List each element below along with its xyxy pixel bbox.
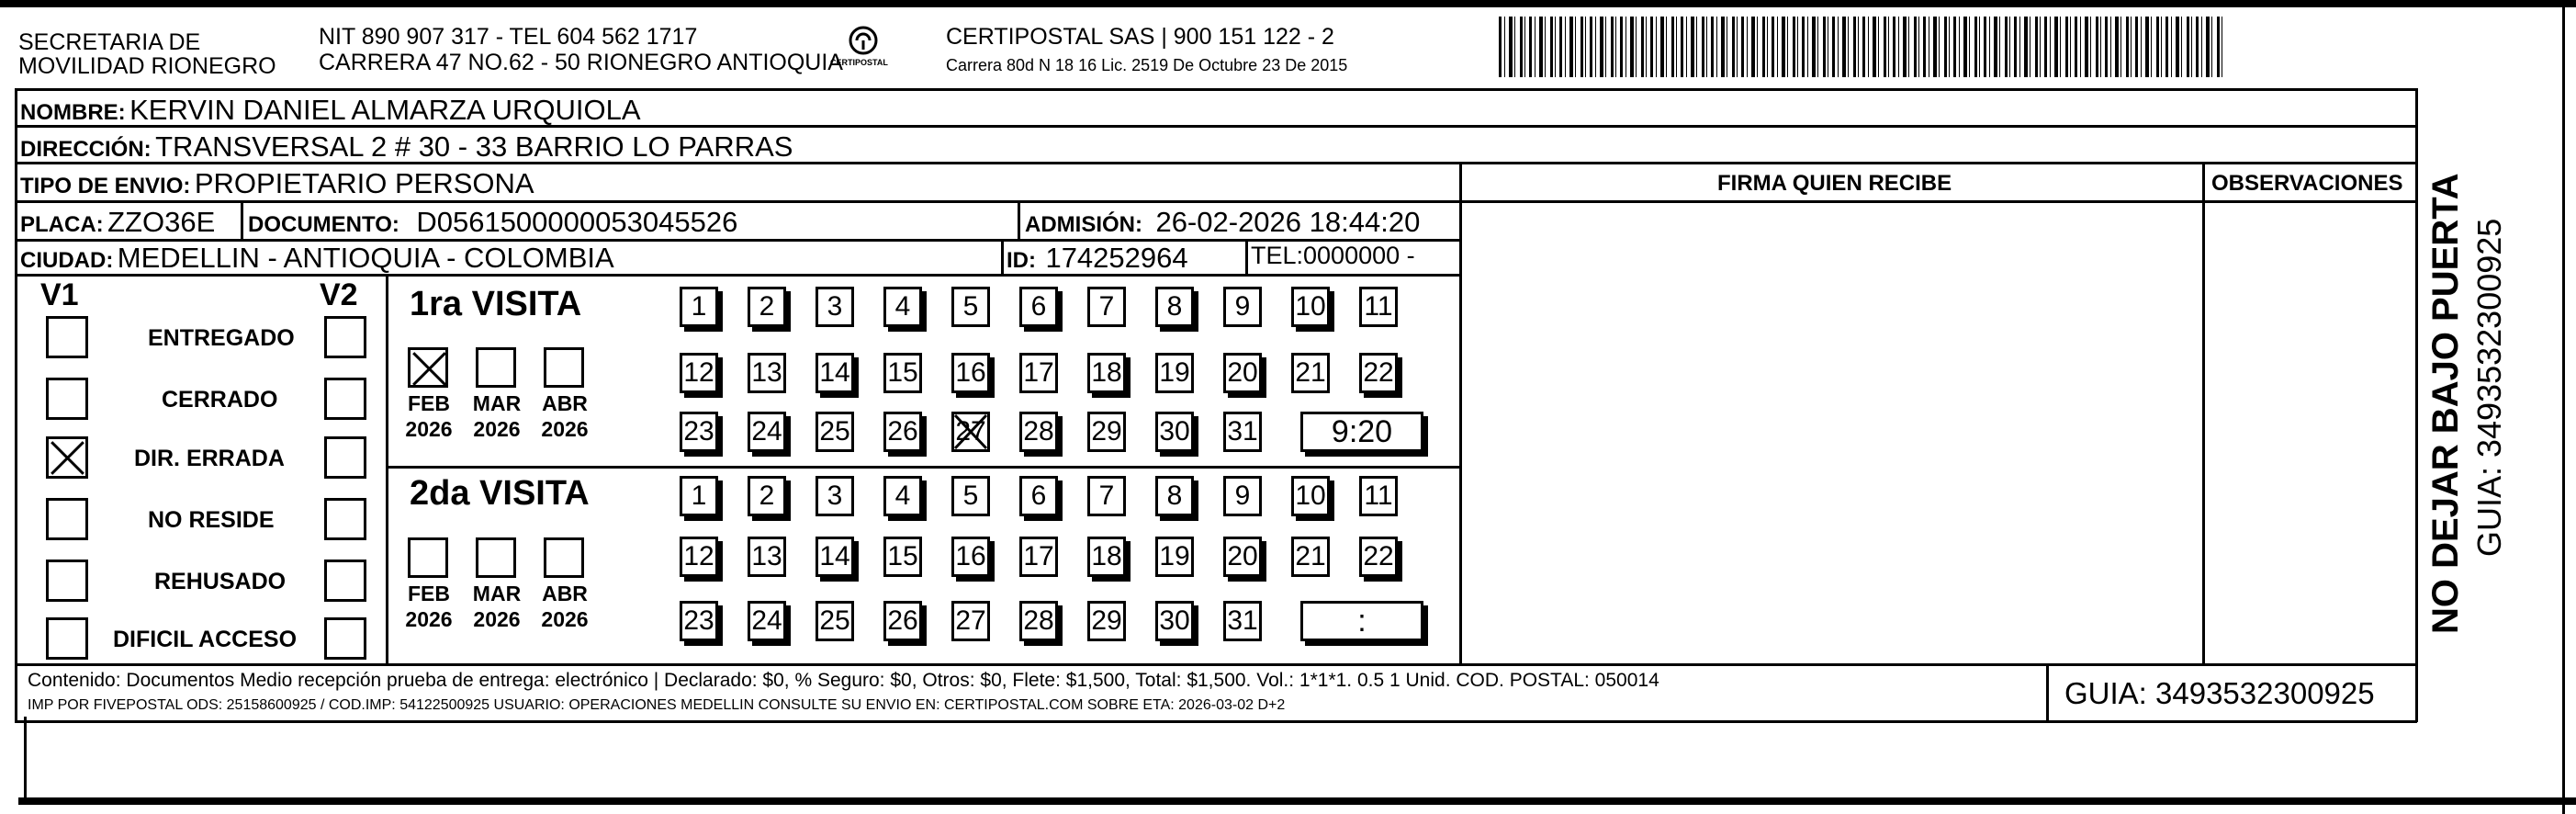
month-checkbox[interactable] <box>476 537 516 578</box>
day-box[interactable] <box>951 412 990 452</box>
day-box[interactable]: 25 <box>816 601 854 641</box>
day-box[interactable]: 28 <box>1019 601 1058 641</box>
guia-box-split <box>2046 663 2049 720</box>
day-box[interactable]: 26 <box>883 601 922 641</box>
day-box[interactable]: 7 <box>1087 287 1126 327</box>
day-box[interactable]: 21 <box>1291 353 1330 393</box>
day-box[interactable]: 17 <box>1019 353 1058 393</box>
v2-label: V2 <box>320 277 358 312</box>
day-box[interactable]: 21 <box>1291 537 1330 577</box>
documento-label: DOCUMENTO: <box>248 212 399 237</box>
id-row <box>1007 243 1188 272</box>
month-label: ABR 2026 <box>541 582 589 631</box>
day-box[interactable]: 13 <box>748 537 786 577</box>
bottom-edge <box>18 797 2576 805</box>
rule-1 <box>15 88 2417 91</box>
day-box[interactable]: 2 <box>748 287 786 327</box>
v2-checkbox[interactable] <box>324 436 366 479</box>
ciudad-value: MEDELLIN - ANTIOQUIA - COLOMBIA <box>117 242 614 274</box>
org-name-line1: SECRETARIA DE <box>18 29 201 55</box>
v1-checkbox[interactable] <box>46 560 88 602</box>
direccion-row <box>20 132 793 161</box>
day-box[interactable]: 31 <box>1223 601 1262 641</box>
col-obs-left <box>2202 162 2205 665</box>
rule-visit-split <box>386 466 1460 469</box>
nombre-label: NOMBRE: <box>20 100 126 125</box>
address-line: CARRERA 47 NO.62 - 50 RIONEGRO ANTIOQUIA <box>319 50 843 75</box>
day-box[interactable]: 29 <box>1087 601 1126 641</box>
day-box[interactable]: 19 <box>1155 537 1194 577</box>
day-box[interactable]: 23 <box>680 601 718 641</box>
imp-text: IMP POR FIVEPOSTAL ODS: 25158600925 / COD.IMP: 54122500925 USUARIO: OPERACIONES MEDELLIN CONSULTE SU ENVIO EN: CERTIPOSTAL.COM SOBRE ETA: 2026-03-02 D+2 <box>28 697 1286 713</box>
day-box[interactable]: 30 <box>1155 601 1194 641</box>
v2-checkbox[interactable] <box>324 617 366 660</box>
day-box[interactable]: 22 <box>1359 537 1398 577</box>
courier-license: Carrera 80d N 18 16 Lic. 2519 De Octubre 23 De 2015 <box>946 56 1348 74</box>
second-visit-title: 2da VISITA <box>410 474 590 513</box>
day-box[interactable]: 27 <box>951 601 990 641</box>
day-box[interactable]: 9 <box>1223 476 1262 516</box>
tipo-row <box>20 169 534 198</box>
rule-footer-bottom <box>15 720 2417 723</box>
day-box[interactable]: 8 <box>1155 287 1194 327</box>
day-box[interactable]: 25 <box>816 412 854 452</box>
day-box[interactable]: 5 <box>951 287 990 327</box>
nit-line: NIT 890 907 317 - TEL 604 562 1717 <box>319 24 698 50</box>
day-box[interactable]: 30 <box>1155 412 1194 452</box>
day-box[interactable]: 9 <box>1223 287 1262 327</box>
side-warning: NO DEJAR BAJO PUERTA <box>2425 173 2466 634</box>
day-box[interactable]: 28 <box>1019 412 1058 452</box>
day-box[interactable]: 29 <box>1087 412 1126 452</box>
month-checkbox[interactable] <box>476 347 516 388</box>
admision-split <box>1018 200 1020 239</box>
day-box[interactable]: 14 <box>816 353 854 393</box>
day-box[interactable]: 4 <box>883 287 922 327</box>
day-box[interactable]: 26 <box>883 412 922 452</box>
day-box[interactable]: 15 <box>883 537 922 577</box>
month-checkbox[interactable] <box>408 347 448 388</box>
admision-value: 26-02-2026 18:44:20 <box>1155 206 1421 238</box>
day-box[interactable]: 16 <box>951 353 990 393</box>
placa-label: PLACA: <box>20 212 104 237</box>
v2-checkbox[interactable] <box>324 498 366 540</box>
day-box[interactable]: 6 <box>1019 476 1058 516</box>
day-box[interactable]: 5 <box>951 476 990 516</box>
day-box[interactable]: 24 <box>748 412 786 452</box>
ciudad-label: CIUDAD: <box>20 248 114 273</box>
month-checkbox[interactable] <box>544 347 584 388</box>
day-box[interactable]: 1 <box>680 476 718 516</box>
day-box[interactable]: 12 <box>680 537 718 577</box>
certipostal-logo <box>830 22 896 73</box>
tipo-value: PROPIETARIO PERSONA <box>194 167 534 199</box>
courier-line: CERTIPOSTAL SAS | 900 151 122 - 2 <box>946 24 1334 50</box>
col-firma-left <box>1459 162 1462 665</box>
org-name-line2: MOVILIDAD RIONEGRO <box>18 53 276 79</box>
day-box[interactable]: 11 <box>1359 287 1398 327</box>
day-box[interactable]: 18 <box>1087 537 1126 577</box>
day-box[interactable]: 1 <box>680 287 718 327</box>
month-checkbox[interactable] <box>408 537 448 578</box>
v1-checkbox[interactable] <box>46 436 88 479</box>
documento-row <box>248 208 737 236</box>
month-label: FEB 2026 <box>405 582 453 631</box>
firma-header: FIRMA QUIEN RECIBE <box>1717 171 1952 196</box>
id-split <box>1001 239 1004 274</box>
v1-checkbox[interactable] <box>46 617 88 660</box>
rule-6 <box>15 274 1459 277</box>
month-checkbox[interactable] <box>544 537 584 578</box>
direccion-value: TRANSVERSAL 2 # 30 - 33 BARRIO LO PARRAS <box>155 130 793 163</box>
month-label: MAR 2026 <box>472 582 522 631</box>
side-guia: GUIA: 3493532300925 <box>2470 218 2508 557</box>
nombre-value: KERVIN DANIEL ALMARZA URQUIOLA <box>129 94 641 126</box>
day-box[interactable]: 2 <box>748 476 786 516</box>
time-box[interactable]: 9:20 <box>1300 412 1423 452</box>
status-label: DIFICIL ACCESO <box>113 627 298 652</box>
ciudad-row <box>20 243 614 272</box>
day-box[interactable]: 22 <box>1359 353 1398 393</box>
admision-row <box>1025 208 1420 236</box>
v2-checkbox[interactable] <box>324 378 366 420</box>
tipo-label: TIPO DE ENVIO: <box>20 174 191 198</box>
day-box[interactable]: 13 <box>748 353 786 393</box>
guia-box: GUIA: 3493532300925 <box>2064 676 2375 710</box>
status-v-split <box>386 274 388 665</box>
documento-value: D0561500000053045526 <box>416 206 738 238</box>
placa-row <box>20 208 215 236</box>
day-box[interactable]: 3 <box>816 287 854 327</box>
day-box[interactable]: 20 <box>1223 537 1262 577</box>
v1-checkbox[interactable] <box>46 378 88 420</box>
day-box[interactable]: 10 <box>1291 476 1330 516</box>
day-box[interactable]: 23 <box>680 412 718 452</box>
status-label: NO RESIDE <box>148 507 275 533</box>
day-box[interactable]: 12 <box>680 353 718 393</box>
day-box[interactable]: 17 <box>1019 537 1058 577</box>
observaciones-header: OBSERVACIONES <box>2211 171 2403 196</box>
id-value: 174252964 <box>1045 242 1188 274</box>
crossed-day-number: 27 <box>955 416 986 447</box>
month-label: ABR 2026 <box>541 391 589 441</box>
day-box[interactable]: 8 <box>1155 476 1194 516</box>
left-edge-lower <box>24 717 27 799</box>
nombre-row <box>20 96 641 124</box>
direccion-label: DIRECCIÓN: <box>20 137 152 162</box>
barcode <box>1499 17 2226 77</box>
status-label: CERRADO <box>162 387 278 413</box>
day-box[interactable]: 6 <box>1019 287 1058 327</box>
tel-value: TEL:0000000 - <box>1251 242 1415 269</box>
day-box[interactable]: 20 <box>1223 353 1262 393</box>
month-label: FEB 2026 <box>405 391 453 441</box>
top-edge <box>0 0 2576 7</box>
v2-checkbox[interactable] <box>324 316 366 358</box>
placa-value: ZZO36E <box>107 206 216 238</box>
status-label: DIR. ERRADA <box>134 446 285 471</box>
logo-caption: CERTIPOSTAL <box>830 58 888 67</box>
v1-checkbox[interactable] <box>46 316 88 358</box>
placa-split <box>241 200 243 239</box>
frame-right <box>2415 88 2418 722</box>
contenido-text: Contenido: Documentos Medio recepción prueba de entrega: electrónico | Declarado: $0, % Seguro: $0, Otros: $0, Flete: $1,500, Total: $1,500. Vol.: 1*1*1. 0.5 1 Unid. COD. POSTAL: 050014 <box>28 670 1659 691</box>
admision-label: ADMISIÓN: <box>1025 212 1142 237</box>
day-box[interactable]: 18 <box>1087 353 1126 393</box>
day-box[interactable]: 7 <box>1087 476 1126 516</box>
day-box[interactable]: 10 <box>1291 287 1330 327</box>
v1-checkbox[interactable] <box>46 498 88 540</box>
month-label: MAR 2026 <box>472 391 522 441</box>
status-label: REHUSADO <box>154 569 287 594</box>
day-box[interactable]: 16 <box>951 537 990 577</box>
v1-label: V1 <box>40 277 79 312</box>
day-box[interactable]: 24 <box>748 601 786 641</box>
day-box[interactable]: 11 <box>1359 476 1398 516</box>
tel-split <box>1245 239 1248 274</box>
day-box[interactable]: 14 <box>816 537 854 577</box>
right-edge <box>2562 0 2565 814</box>
frame-left <box>15 88 17 722</box>
day-box[interactable]: 31 <box>1223 412 1262 452</box>
first-visit-title: 1ra VISITA <box>410 285 582 323</box>
v2-checkbox[interactable] <box>324 560 366 602</box>
time-box[interactable]: : <box>1300 601 1423 641</box>
rule-footer-top <box>15 663 2417 666</box>
day-box[interactable]: 4 <box>883 476 922 516</box>
day-box[interactable]: 15 <box>883 353 922 393</box>
day-box[interactable]: 3 <box>816 476 854 516</box>
id-label: ID: <box>1007 248 1036 273</box>
day-box[interactable]: 19 <box>1155 353 1194 393</box>
status-label: ENTREGADO <box>148 325 295 351</box>
rule-4 <box>15 200 2417 203</box>
